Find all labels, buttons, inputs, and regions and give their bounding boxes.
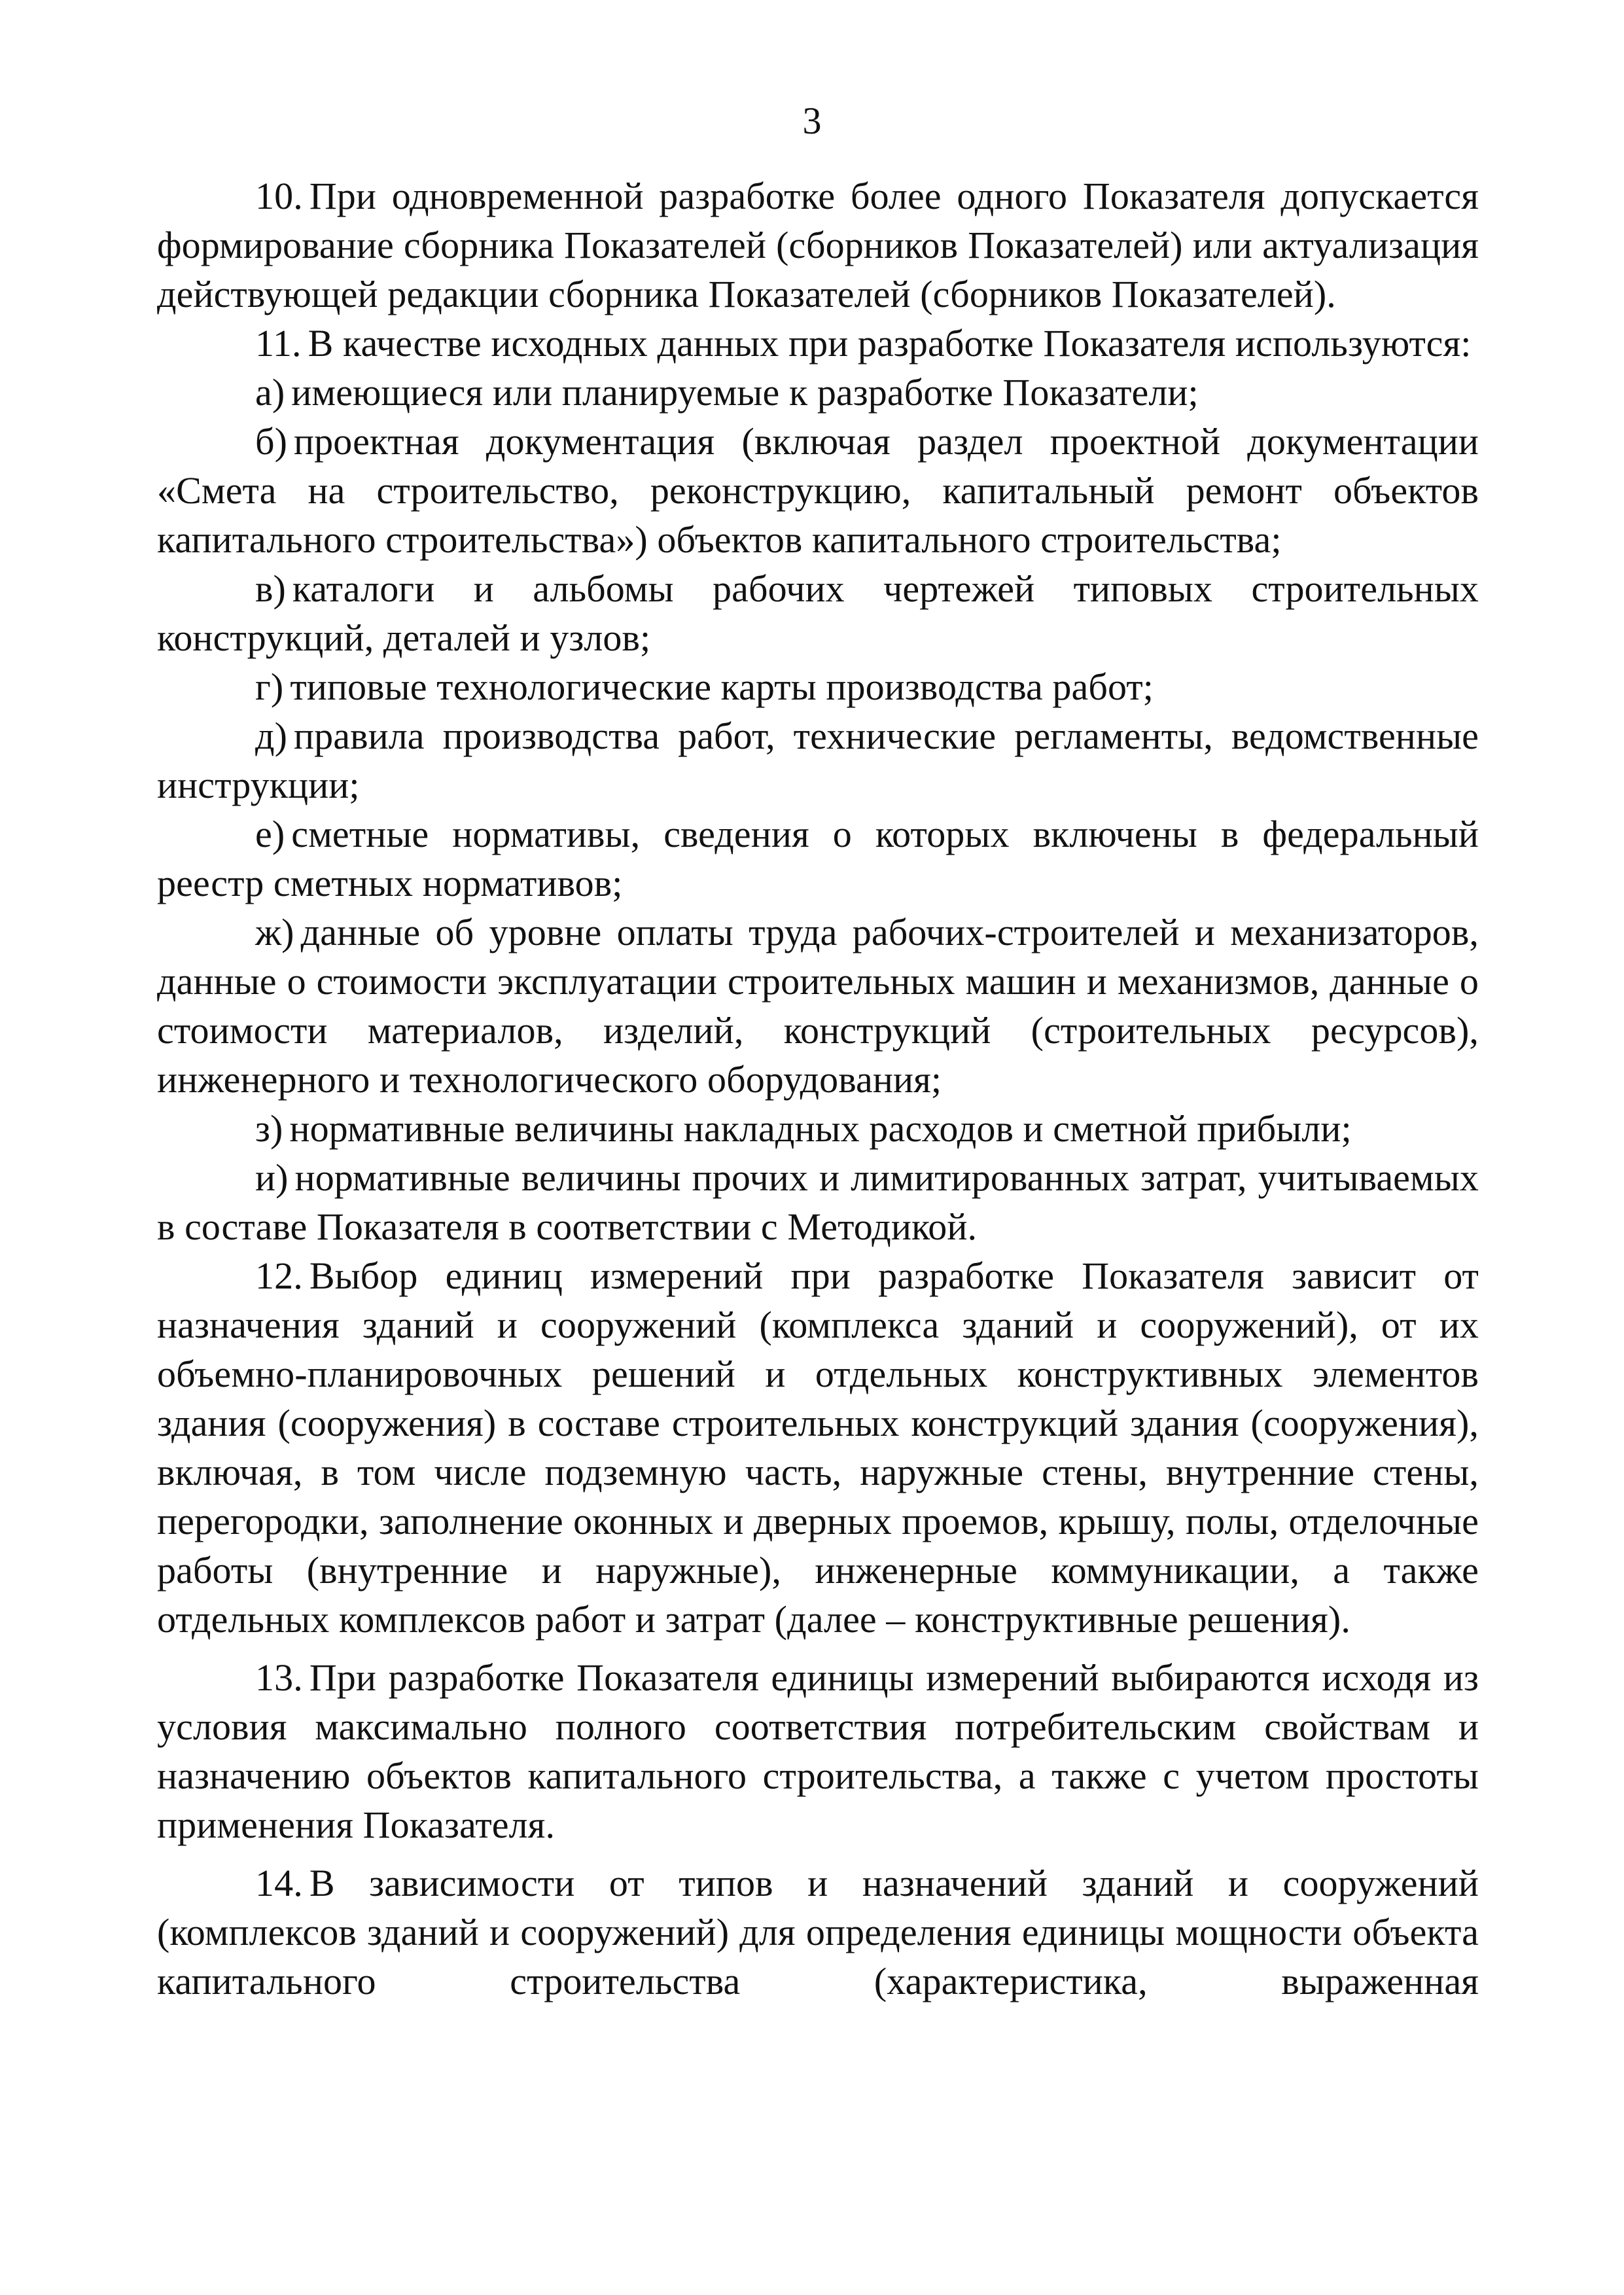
list-item-text: правила производства работ, технические регламенты, ведомственные инструкции; xyxy=(157,715,1479,806)
list-item-zh xyxy=(157,908,1479,1104)
paragraph-text: В качестве исходных данных при разработке Показателя используются: xyxy=(308,322,1472,365)
list-marker: в) xyxy=(255,567,286,610)
list-marker: е) xyxy=(255,813,285,855)
list-item-e xyxy=(157,809,1479,908)
list-item-a xyxy=(157,368,1479,417)
list-item-text: нормативные величины прочих и лимитированных затрат, учитываемых в составе Показателя в соответствии с Методикой. xyxy=(157,1156,1479,1248)
document-body xyxy=(157,171,1479,2006)
paragraph-12 xyxy=(157,1251,1479,1644)
list-marker: г) xyxy=(255,666,284,708)
paragraph-number: 12. xyxy=(255,1254,303,1297)
list-item-z xyxy=(157,1104,1479,1153)
list-item-g xyxy=(157,662,1479,711)
list-marker: и) xyxy=(255,1156,289,1199)
paragraph-number: 10. xyxy=(255,175,303,217)
paragraph-10 xyxy=(157,171,1479,319)
paragraph-text: В зависимости от типов и назначений зданий и сооружений (комплексов зданий и сооружений) для определения единицы мощности объекта капитального строительства (характеристика, выраженная xyxy=(157,1862,1479,2002)
list-item-text: данные об уровне оплаты труда рабочих-строителей и механизаторов, данные о стоимости эксплуатации строительных машин и механизмов, данные о стоимости материалов, изделий, конструкций (строительных ресурсов), инженерного и технологического оборудования; xyxy=(157,911,1479,1101)
page-number: 3 xyxy=(802,99,822,142)
paragraph-number: 13. xyxy=(255,1656,303,1699)
paragraph-text: Выбор единиц измерений при разработке Показателя зависит от назначения зданий и сооружений (комплекса зданий и сооружений), от их объемно-планировочных решений и отдельных конструктивных элементов здания (сооружения) в составе строительных конструкций здания (сооружения), включая, в том числе подземную часть, наружные стены, внутренние стены, перегородки, заполнение оконных и дверных проемов, крышу, полы, отделочные работы (внутренние и наружные), инженерные коммуникации, а также отдельных комплексов работ и затрат (далее – конструктивные решения). xyxy=(157,1254,1479,1641)
paragraph-text: При одновременной разработке более одного Показателя допускается формирование сборника Показателей (сборников Показателей) или актуализация действующей редакции сборника Показателей (сборников Показателей). xyxy=(157,175,1479,315)
list-marker: а) xyxy=(255,371,285,414)
list-item-d xyxy=(157,711,1479,809)
paragraph-number: 11. xyxy=(255,322,302,365)
list-item-b xyxy=(157,417,1479,564)
paragraph-14 xyxy=(157,1859,1479,2006)
list-marker: з) xyxy=(255,1107,283,1150)
list-marker: д) xyxy=(255,715,288,757)
list-marker: б) xyxy=(255,420,288,463)
list-item-v xyxy=(157,564,1479,662)
list-item-text: каталоги и альбомы рабочих чертежей типовых строительных конструкций, деталей и узлов; xyxy=(157,567,1479,659)
list-item-i xyxy=(157,1153,1479,1251)
list-marker: ж) xyxy=(255,911,294,953)
paragraph-text: При разработке Показателя единицы измерений выбираются исходя из условия максимально полного соответствия потребительским свойствам и назначению объектов капитального строительства, а также с учетом простоты применения Показателя. xyxy=(157,1656,1479,1846)
list-item-text: типовые технологические карты производства работ; xyxy=(290,666,1154,708)
list-item-text: проектная документация (включая раздел проектной документации «Смета на строительство, реконструкцию, капитальный ремонт объектов капитального строительства») объектов капитального строительства; xyxy=(157,420,1479,561)
list-item-text: имеющиеся или планируемые к разработке Показатели; xyxy=(291,371,1199,414)
paragraph-number: 14. xyxy=(255,1862,303,1904)
paragraph-13 xyxy=(157,1653,1479,1849)
paragraph-11 xyxy=(157,319,1479,368)
list-item-text: нормативные величины накладных расходов и сметной прибыли; xyxy=(289,1107,1352,1150)
list-item-text: сметные нормативы, сведения о которых включены в федеральный реестр сметных нормативов; xyxy=(157,813,1479,904)
